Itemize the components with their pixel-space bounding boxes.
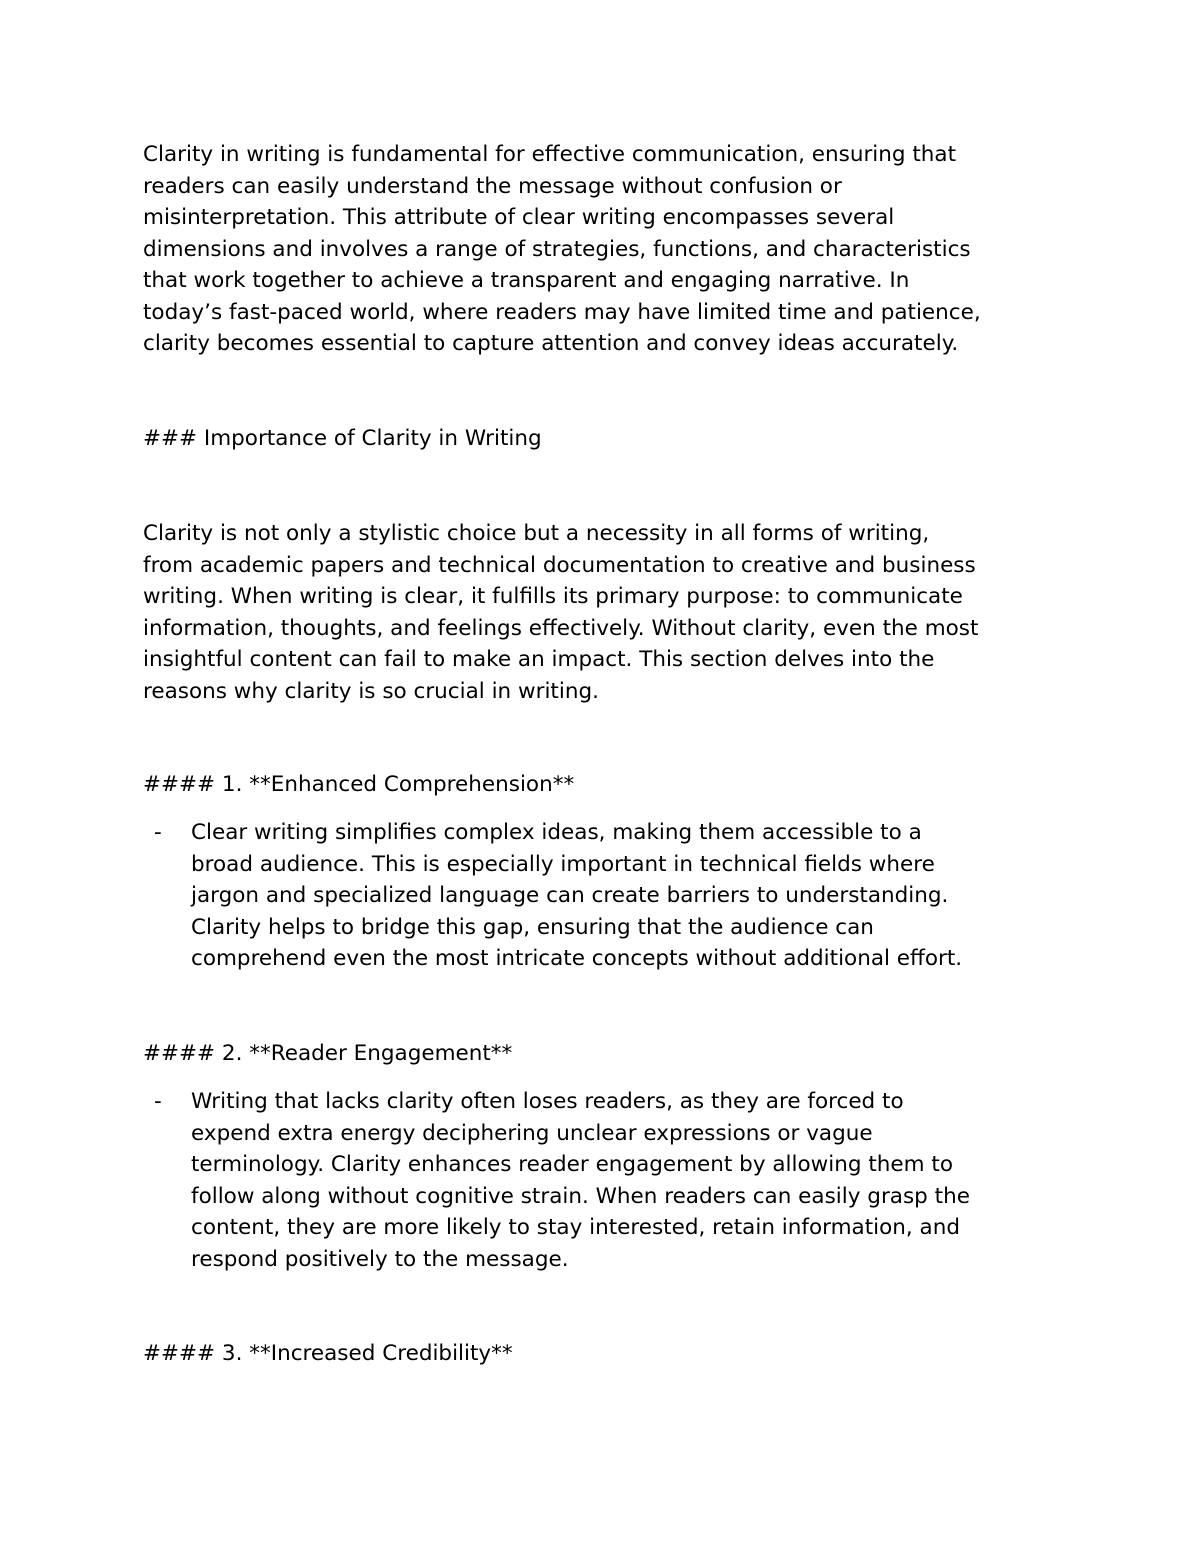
list-item-text-2: Writing that lacks clarity often loses readers, as they are forced to expend extra energy deciphering unclear expressions or vague terminology. Clarity enhances reader engagement by allowing them to follow along without cognitive strain. When readers can easily grasp the content, they are more likely to stay interested, retain information, and respond positively to the message. <box>191 1089 970 1272</box>
section-heading: ### Importance of Clarity in Writing <box>143 426 542 451</box>
subsection-heading-2: #### 2. **Reader Engagement** <box>143 1041 513 1066</box>
subsection-heading-3: #### 3. **Increased Credibility** <box>143 1341 513 1366</box>
list-bullet: - <box>154 820 162 845</box>
list-item-text-1: Clear writing simplifies complex ideas, making them accessible to a broad audience. This is especially important in technical fields where jargon and specialized language can create barriers to understanding. Clarity helps to bridge this gap, ensuring that the audience can comprehend even the most intricate concepts without additional effort. <box>191 820 963 971</box>
section-paragraph: Clarity is not only a stylistic choice but a necessity in all forms of writing, from academic papers and technical documentation to creative and business writing. When writing is clear, it fulfills its primary purpose: to communicate information, thoughts, and feelings effectively. Without clarity, even the most insightful content can fail to make an impact. This section delves into the reasons why clarity is so crucial in writing. <box>143 521 979 704</box>
list-bullet: - <box>154 1089 162 1114</box>
intro-paragraph: Clarity in writing is fundamental for effective communication, ensuring that readers can easily understand the message without confusion or misinterpretation. This attribute of clear writing encompasses several dimensions and involves a range of strategies, functions, and characteristics that work together to achieve a transparent and engaging narrative. In today’s fast-paced world, where readers may have limited time and patience, clarity becomes essential to capture attention and convey ideas accurately. <box>143 142 981 356</box>
subsection-heading-1: #### 1. **Enhanced Comprehension** <box>143 772 575 797</box>
